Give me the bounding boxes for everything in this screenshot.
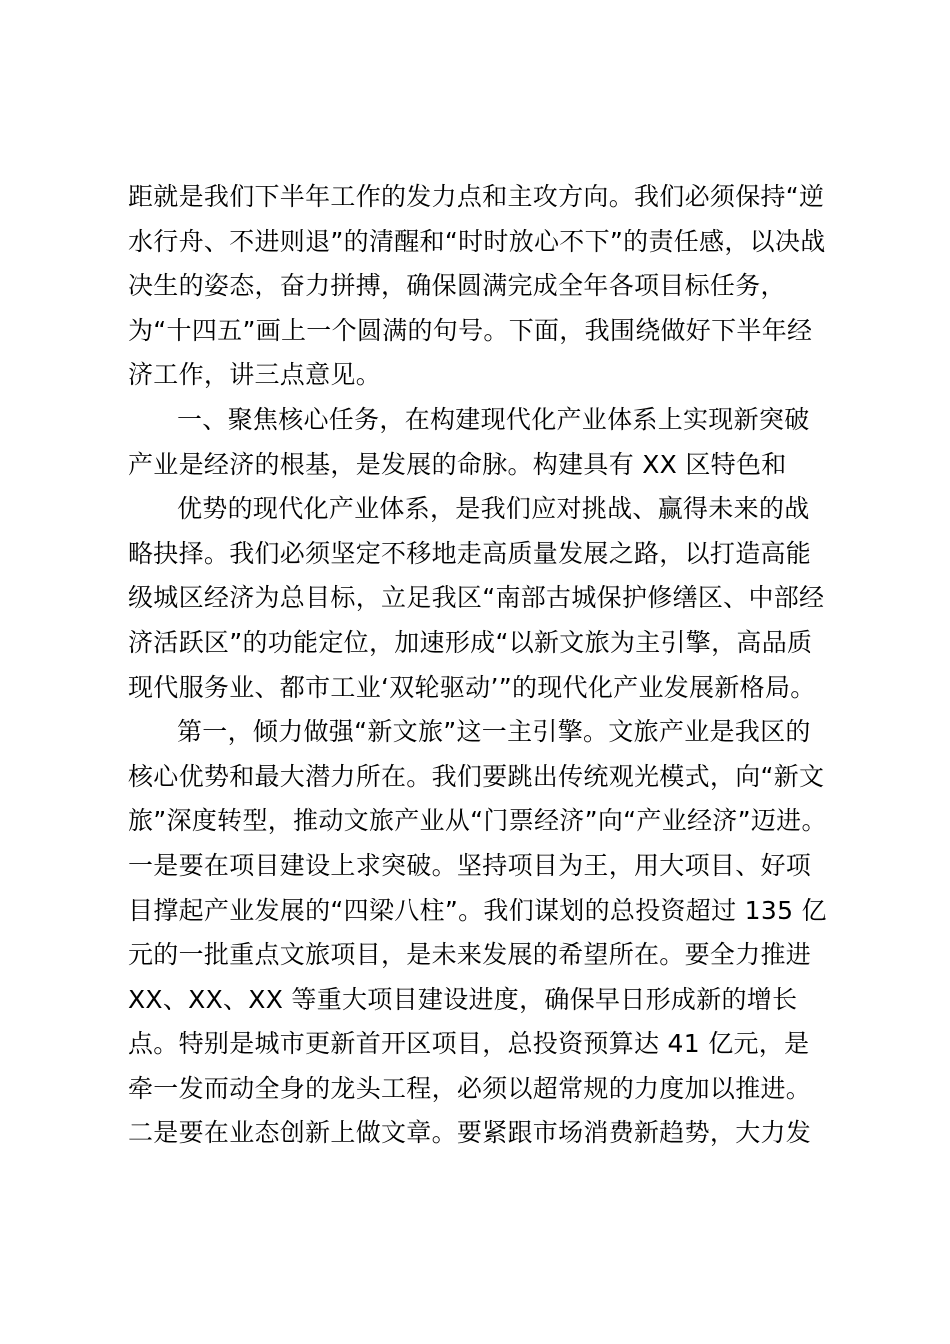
text-line: 元的一批重点文旅项目，是未来发展的希望所在。要全力推进 — [128, 940, 812, 970]
text-line: 目撑起产业发展的“四梁八柱”。我们谋划的总投资超过 135 亿 — [128, 895, 827, 925]
text-line: 牵一发而动全身的龙头工程，必须以超常规的力度加以推进。 — [128, 1073, 812, 1103]
text-line: 济活跃区”的功能定位，加速形成“以新文旅为主引擎，高品质 — [128, 627, 813, 657]
text-line: 略抉择。我们必须坚定不移地走高质量发展之路，以打造高能 — [128, 538, 812, 568]
text-line: 产业是经济的根基，是发展的命脉。构建具有 XX 区特色和 — [128, 449, 787, 479]
text-line: 现代服务业、都市工业‘双轮驱动’”的现代化产业发展新格局。 — [128, 672, 816, 702]
text-line: 第一，倾力做强“新文旅”这一主引擎。文旅产业是我区的 — [177, 717, 811, 747]
text-line: XX、XX、XX 等重大项目建设进度，确保早日形成新的增长 — [128, 984, 798, 1014]
body-text — [128, 175, 848, 1156]
text-line: 旅”深度转型，推动文旅产业从“门票经济”向“产业经济”迈进。 — [128, 806, 827, 836]
text-line: 一是要在项目建设上求突破。坚持项目为王，用大项目、好项 — [128, 850, 812, 880]
text-line: 济工作，讲三点意见。 — [128, 360, 382, 390]
text-line: 为“十四五”画上一个圆满的句号。下面，我围绕做好下半年经 — [128, 315, 813, 345]
text-line: 级城区经济为总目标，立足我区“南部古城保护修缮区、中部经 — [128, 583, 825, 613]
text-line: 优势的现代化产业体系，是我们应对挑战、赢得未来的战 — [177, 494, 810, 524]
text-line: 二是要在业态创新上做文章。要紧跟市场消费新趋势，大力发 — [128, 1118, 812, 1148]
text-line: 点。特别是城市更新首开区项目，总投资预算达 41 亿元，是 — [128, 1029, 810, 1059]
section-heading: 一、聚焦核心任务，在构建现代化产业体系上实现新突破 — [177, 404, 810, 434]
text-line: 距就是我们下半年工作的发力点和主攻方向。我们必须保持“逆 — [128, 182, 825, 211]
text-line: 水行舟、不进则退”的清醒和“时时放心不下”的责任感，以决战 — [128, 226, 826, 256]
text-line: 决生的姿态，奋力拼搏，确保圆满完成全年各项目标任务， — [128, 271, 786, 301]
text-line: 核心优势和最大潜力所在。我们要跳出传统观光模式，向“新文 — [128, 761, 825, 791]
